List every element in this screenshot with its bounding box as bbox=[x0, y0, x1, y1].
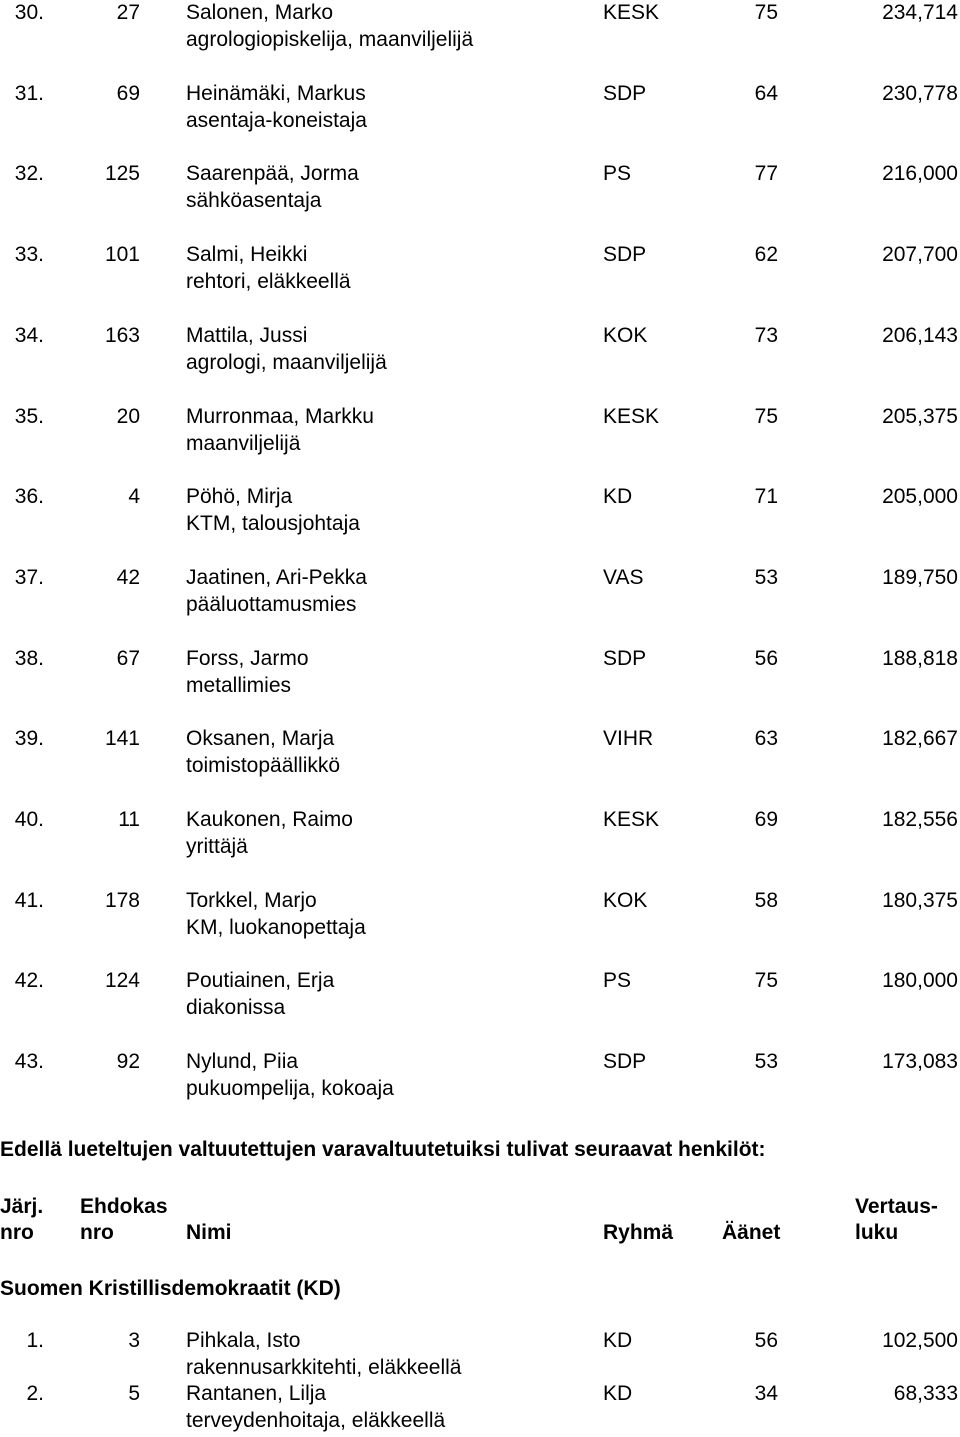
header-vertaus-line1: Vertaus- bbox=[855, 1195, 938, 1218]
candidate-number: 101 bbox=[104, 243, 140, 267]
jarj-number: 38. bbox=[14, 646, 44, 670]
candidate-number: 27 bbox=[116, 1, 140, 24]
jarj-number: 40. bbox=[14, 808, 44, 831]
group: SDP bbox=[603, 81, 647, 105]
candidate-occupation: pääluottamusmies bbox=[186, 592, 357, 616]
candidate-name: Murronmaa, Markku bbox=[186, 404, 374, 428]
table-row bbox=[0, 484, 960, 540]
candidate-occupation: maanviljelijä bbox=[186, 431, 301, 455]
votes: 56 bbox=[754, 646, 778, 670]
comparison-ratio: 180,000 bbox=[882, 969, 958, 993]
table-row bbox=[0, 161, 960, 217]
group: KD bbox=[603, 485, 633, 509]
candidate-number: 178 bbox=[104, 888, 140, 912]
comparison-ratio: 216,000 bbox=[882, 162, 958, 186]
candidate-name: Torkkel, Marjo bbox=[186, 888, 317, 912]
jarj-number: 36. bbox=[14, 485, 44, 509]
comparison-ratio: 189,750 bbox=[882, 565, 958, 589]
comparison-ratio: 234,714 bbox=[882, 1, 958, 24]
table-row bbox=[0, 1049, 960, 1105]
group: KD bbox=[603, 1329, 633, 1352]
group: KESK bbox=[603, 1, 660, 24]
votes: 63 bbox=[754, 727, 778, 751]
table-row bbox=[0, 565, 960, 621]
header-aanet: Äänet bbox=[722, 1221, 781, 1244]
jarj-number: 2. bbox=[26, 1382, 44, 1405]
candidate-number: 4 bbox=[128, 485, 140, 509]
jarj-number: 43. bbox=[14, 1050, 44, 1074]
candidate-number: 20 bbox=[116, 404, 140, 428]
group: SDP bbox=[603, 646, 647, 670]
candidate-name: Salmi, Heikki bbox=[186, 243, 308, 267]
votes: 75 bbox=[754, 1, 778, 24]
jarj-number: 31. bbox=[14, 81, 44, 105]
candidate-name: Heinämäki, Markus bbox=[186, 81, 366, 105]
votes: 71 bbox=[754, 485, 778, 509]
group: SDP bbox=[603, 243, 647, 267]
group: KESK bbox=[603, 404, 660, 428]
comparison-ratio: 182,556 bbox=[882, 808, 958, 831]
jarj-number: 35. bbox=[14, 404, 44, 428]
table-row bbox=[0, 0, 960, 56]
candidate-name: Mattila, Jussi bbox=[186, 323, 308, 347]
table-row bbox=[0, 968, 960, 1024]
jarj-number: 1. bbox=[26, 1329, 44, 1352]
table-row bbox=[0, 1328, 960, 1384]
comparison-ratio: 205,000 bbox=[882, 485, 958, 509]
candidate-number: 141 bbox=[104, 727, 140, 751]
group: KOK bbox=[603, 888, 648, 912]
candidate-occupation: rakennusarkkitehti, eläkkeellä bbox=[186, 1356, 462, 1379]
candidate-number: 125 bbox=[104, 162, 140, 186]
votes: 34 bbox=[754, 1382, 778, 1405]
votes: 53 bbox=[754, 1050, 778, 1074]
group: KOK bbox=[603, 323, 648, 347]
votes: 77 bbox=[754, 162, 778, 186]
jarj-number: 39. bbox=[14, 727, 44, 751]
candidate-number: 67 bbox=[116, 646, 140, 670]
header-ryhma: Ryhmä bbox=[603, 1221, 674, 1244]
candidate-occupation: KTM, talousjohtaja bbox=[186, 512, 360, 536]
jarj-number: 30. bbox=[14, 1, 44, 24]
candidate-name: Rantanen, Lilja bbox=[186, 1382, 327, 1405]
candidate-occupation: sähköasentaja bbox=[186, 189, 322, 213]
candidate-number: 163 bbox=[104, 323, 140, 347]
comparison-ratio: 207,700 bbox=[882, 243, 958, 267]
candidate-occupation: metallimies bbox=[186, 673, 292, 697]
candidate-occupation: agrologi, maanviljelijä bbox=[186, 350, 387, 374]
comparison-ratio: 173,083 bbox=[882, 1050, 958, 1074]
candidate-occupation: toimistopäällikkö bbox=[186, 754, 341, 778]
candidate-number: 124 bbox=[104, 969, 140, 993]
table-row bbox=[0, 404, 960, 460]
table-row bbox=[0, 323, 960, 379]
table-row bbox=[0, 81, 960, 137]
group: VIHR bbox=[603, 727, 654, 751]
header-vertaus-line2: luku bbox=[855, 1221, 899, 1244]
header-nimi: Nimi bbox=[186, 1221, 232, 1244]
comparison-ratio: 230,778 bbox=[882, 81, 958, 105]
votes: 62 bbox=[754, 243, 778, 267]
candidate-occupation: pukuompelija, kokoaja bbox=[186, 1077, 394, 1101]
comparison-ratio: 180,375 bbox=[882, 888, 958, 912]
header-ehdokas-line2: nro bbox=[80, 1221, 114, 1244]
candidate-name: Pihkala, Isto bbox=[186, 1329, 301, 1352]
candidate-name: Pöhö, Mirja bbox=[186, 485, 293, 509]
jarj-number: 42. bbox=[14, 969, 44, 993]
candidate-number: 92 bbox=[116, 1050, 140, 1074]
table-row bbox=[0, 646, 960, 702]
group: KD bbox=[603, 1382, 633, 1405]
candidate-occupation: yrittäjä bbox=[186, 835, 248, 858]
candidate-occupation: KM, luokanopettaja bbox=[186, 915, 366, 939]
candidate-occupation: asentaja-koneistaja bbox=[186, 108, 367, 132]
candidate-number: 69 bbox=[116, 81, 140, 105]
party-heading: Suomen Kristillisdemokraatit (KD) bbox=[0, 1277, 341, 1300]
table-row bbox=[0, 888, 960, 944]
comparison-ratio: 68,333 bbox=[893, 1382, 958, 1405]
group: PS bbox=[603, 162, 632, 186]
votes: 75 bbox=[754, 404, 778, 428]
candidate-name: Kaukonen, Raimo bbox=[186, 808, 353, 831]
candidate-occupation: agrologiopiskelija, maanviljelijä bbox=[186, 28, 474, 51]
candidate-name: Saarenpää, Jorma bbox=[186, 162, 359, 186]
jarj-number: 32. bbox=[14, 162, 44, 186]
candidate-name: Forss, Jarmo bbox=[186, 646, 309, 670]
votes: 75 bbox=[754, 969, 778, 993]
table-row bbox=[0, 1381, 960, 1437]
candidate-occupation: diakonissa bbox=[186, 996, 286, 1020]
votes: 64 bbox=[754, 81, 778, 105]
jarj-number: 34. bbox=[14, 323, 44, 347]
candidate-occupation: rehtori, eläkkeellä bbox=[186, 270, 351, 294]
jarj-number: 37. bbox=[14, 565, 44, 589]
candidate-number: 42 bbox=[116, 565, 140, 589]
comparison-ratio: 102,500 bbox=[882, 1329, 958, 1352]
group: KESK bbox=[603, 808, 660, 831]
votes: 53 bbox=[754, 565, 778, 589]
candidate-name: Nylund, Piia bbox=[186, 1050, 299, 1074]
comparison-ratio: 205,375 bbox=[882, 404, 958, 428]
votes: 56 bbox=[754, 1329, 778, 1352]
candidate-number: 11 bbox=[118, 808, 140, 831]
votes: 69 bbox=[754, 808, 778, 831]
group: VAS bbox=[603, 565, 644, 589]
comparison-ratio: 182,667 bbox=[882, 727, 958, 751]
table-row bbox=[0, 242, 960, 298]
table-row bbox=[0, 807, 960, 863]
header-jarj-line1: Järj. bbox=[0, 1195, 44, 1218]
table-row bbox=[0, 726, 960, 782]
jarj-number: 33. bbox=[14, 243, 44, 267]
header-jarj-line2: nro bbox=[0, 1221, 34, 1244]
votes: 73 bbox=[754, 323, 778, 347]
candidate-name: Poutiainen, Erja bbox=[186, 969, 335, 993]
candidate-number: 3 bbox=[128, 1329, 140, 1352]
candidate-occupation: terveydenhoitaja, eläkkeellä bbox=[186, 1409, 446, 1432]
votes: 58 bbox=[754, 888, 778, 912]
section-heading: Edellä lueteltujen valtuutettujen varavaltuutetuiksi tulivat seuraavat henkilöt: bbox=[0, 1138, 766, 1161]
comparison-ratio: 206,143 bbox=[882, 323, 958, 347]
candidate-name: Oksanen, Marja bbox=[186, 727, 335, 751]
header-ehdokas-line1: Ehdokas bbox=[80, 1195, 168, 1218]
candidate-number: 5 bbox=[128, 1382, 140, 1405]
candidate-name: Salonen, Marko bbox=[186, 1, 334, 24]
jarj-number: 41. bbox=[14, 888, 44, 912]
group: SDP bbox=[603, 1050, 647, 1074]
comparison-ratio: 188,818 bbox=[882, 646, 958, 670]
candidate-name: Jaatinen, Ari-Pekka bbox=[186, 565, 367, 589]
group: PS bbox=[603, 969, 632, 993]
